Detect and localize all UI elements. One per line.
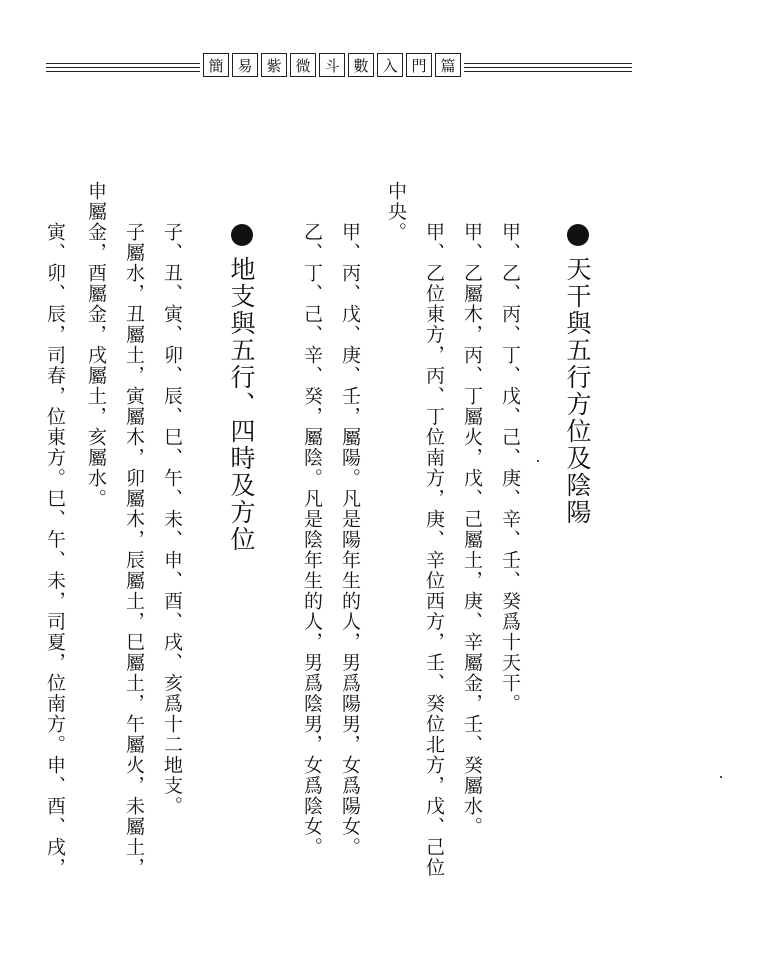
scan-speck xyxy=(720,776,722,778)
header-title xyxy=(200,53,464,79)
title-char: 入 xyxy=(377,53,403,77)
text-column: 甲、乙屬木，丙、丁屬火，戊、己屬土，庚、辛屬金，壬、癸屬水。 xyxy=(461,222,483,837)
title-char: 篇 xyxy=(435,53,461,77)
title-char: 數 xyxy=(348,53,374,77)
section-bullet-icon xyxy=(567,224,589,246)
text-column: 申屬金，酉屬金，戌屬土，亥屬水。 xyxy=(85,181,107,509)
section-heading-heavenly-stems: 天干與五行方位及陰陽 xyxy=(563,256,592,526)
text-column: 甲、乙位東方，丙、丁位南方，庚、辛位西方，壬、癸位北方，戊、己位 xyxy=(423,222,445,878)
title-char: 易 xyxy=(232,53,258,77)
scan-speck xyxy=(537,460,539,462)
title-char: 斗 xyxy=(319,53,345,77)
text-column: 子、丑、寅、卯、辰、巳、午、未、申、酉、戌、亥爲十二地支。 xyxy=(161,222,183,817)
title-char: 門 xyxy=(406,53,432,77)
text-column: 中央。 xyxy=(385,181,407,243)
section-bullet-icon xyxy=(231,224,253,246)
text-column: 子屬水，丑屬土，寅屬木，卯屬木，辰屬土，巳屬土，午屬火，未屬土， xyxy=(123,222,145,878)
text-column: 乙、丁、己、辛、癸，屬陰。凡是陰年生的人，男爲陰男，女爲陰女。 xyxy=(301,222,323,858)
title-char: 紫 xyxy=(261,53,287,77)
title-char: 微 xyxy=(290,53,316,77)
text-column: 甲、乙、丙、丁、戊、己、庚、辛、壬、癸爲十天干。 xyxy=(499,222,521,714)
text-column: 甲、丙、戊、庚、壬，屬陽。凡是陽年生的人，男爲陽男，女爲陽女。 xyxy=(339,222,361,858)
text-column: 寅、卯、辰，司春，位東方。巳、午、未，司夏，位南方。申、酉、戌， xyxy=(44,222,66,878)
title-char: 簡 xyxy=(203,53,229,77)
section-heading-earthly-branches: 地支與五行、四時及方位 xyxy=(227,256,256,553)
